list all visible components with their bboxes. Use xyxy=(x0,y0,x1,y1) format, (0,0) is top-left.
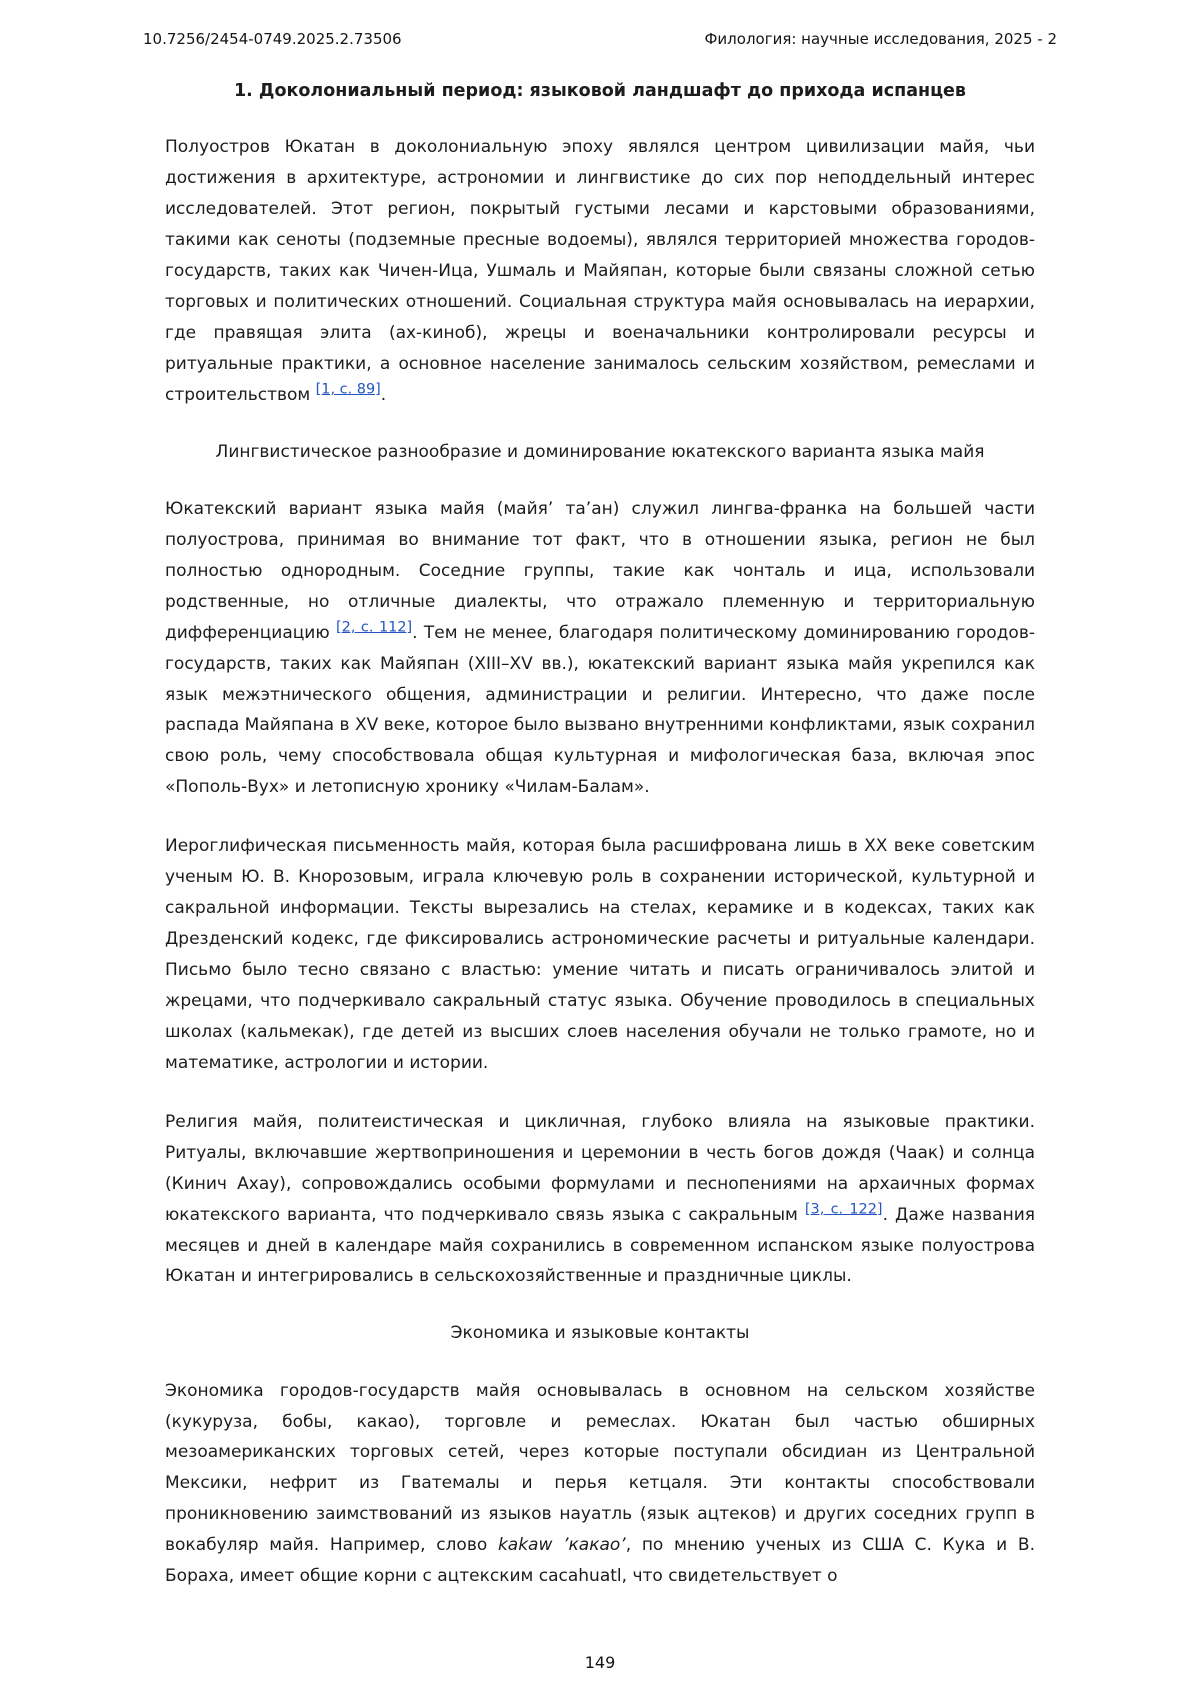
body-paragraph: Юкатекский вариант языка майя (майя’ та’ан) служил лингва-франка на большей части полуострова, принимая во внимание тот факт, что в отношении языка, регион не был полностью однородным. Соседние группы, такие как чонталь и ица, использовали родственные, но отличные диалекты, что отражало племенную и территориальную дифференциацию [2, с. 112]. Тем не менее, благодаря политическому доминированию городов-государств, таких как Майяпан (XIII–XV вв.), юкатекский вариант языка майя укрепился как язык межэтнического общения, администрации и религии. Интересно, что даже после распада Майяпана в XV веке, которое было вызвано внутренними конфликтами, язык сохранил свою роль, чему способствовала общая культурная и мифологическая база, включая эпос «Пополь-Вух» и летописную хронику «Чилам-Балам». xyxy=(165,498,1035,798)
citation-link[interactable]: [1, с. 89] xyxy=(315,381,381,398)
article-content xyxy=(165,78,1035,1620)
body-paragraph: Иероглифическая письменность майя, которая была расшифрована лишь в XX веке советским ученым Ю. В. Кнорозовым, играла ключевую роль в сохранении исторической, культурной и сакральной информации. Тексты вырезались на стелах, керамике и в кодексах, таких как Дрезденский кодекс, где фиксировались астрономические расчеты и ритуальные календари. Письмо было тесно связано с властью: умение читать и писать ограничивалось элитой и жрецами, что подчеркивало сакральный статус языка. Обучение проводилось в специальных школах (кальмекак), где детей из высших слоев населения обучали не только грамоте, но и математике, астрологии и истории. xyxy=(165,836,1035,1073)
page-header xyxy=(143,30,1057,48)
citation-link[interactable]: [3, с. 122] xyxy=(804,1200,883,1217)
journal-title: Филология: научные исследования, 2025 - 2 xyxy=(704,30,1057,48)
subsection-heading: Экономика и языковые контакты xyxy=(450,1323,750,1344)
page-number: 149 xyxy=(584,1653,616,1672)
doi-text: 10.7256/2454-0749.2025.2.73506 xyxy=(143,30,402,48)
body-paragraph: Полуостров Юкатан в доколониальную эпоху являлся центром цивилизации майя, чьи достижения в архитектуре, астрономии и лингвистике до сих пор неподдельный интерес исследователей. Этот регион, покрытый густыми лесами и карстовыми образованиями, такими как сеноты (подземные пресные водоемы), являлся территорией множества городов-государств, таких как Чичен-Ица, Ушмаль и Майяпан, которые были связаны сложной сетью торговых и политических отношений. Социальная структура майя основывалась на иерархии, где правящая элита (ах-киноб), жрецы и военачальники контролировали ресурсы и ритуальные практики, а основное население занималось сельским хозяйством, ремеслами и строительством [1, с. 89]. xyxy=(165,137,1035,405)
section-heading: 1. Доколониальный период: языковой ландшафт до прихода испанцев xyxy=(233,81,967,101)
italic-term: kakaw xyxy=(497,1535,553,1556)
body-paragraph: Религия майя, политеистическая и цикличная, глубоко влияла на языковые практики. Ритуалы, включавшие жертвоприношения и церемонии в честь богов дождя (Чаак) и солнца (Кинич Ахау), сопровождались особыми формулами и песнопениями на архаичных формах юкатекского варианта, что подчеркивало связь языка с сакральным [3, с. 122]. Даже названия месяцев и дней в календаре майя сохранились в современном испанском языке полуострова Юкатан и интегрировались в сельскохозяйственные и праздничные циклы. xyxy=(165,1111,1035,1287)
page-footer xyxy=(165,1653,1035,1672)
subsection-heading: Лингвистическое разнообразие и доминирование юкатекского варианта языка майя xyxy=(215,441,985,462)
italic-term: ’какао’ xyxy=(563,1535,626,1556)
body-paragraph: Экономика городов-государств майя основывалась в основном на сельском хозяйстве (кукуруза, бобы, какао), торговле и ремеслах. Юкатан был частью обширных мезоамериканских торговых сетей, через которые поступали обсидиан из Центральной Мексики, нефрит из Гватемалы и перья кетцаля. Эти контакты способствовали проникновению заимствований из языков науатль (язык ацтеков) и других соседних групп в вокабуляр майя. Например, слово kakaw ’какао’, по мнению ученых из США С. Кука и В. Бораха, имеет общие корни с ацтекским cacahuatl, что свидетельствует о xyxy=(165,1380,1035,1587)
citation-link[interactable]: [2, с. 112] xyxy=(336,618,413,635)
